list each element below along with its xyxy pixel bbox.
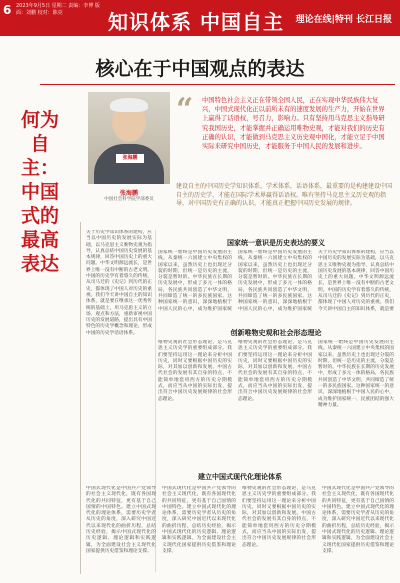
section-heading-2: 创新唯物史观和社会形态理论 (230, 329, 322, 337)
body-column-3c: 国家统一始终是中国历史发展的主线。从秦统一六国建立中央集权的国家以来，虽然历史上也出现过分裂的时期，但统一是历史的主流，分裂是暂时的。中华民族在长期的历史发展中，形成了多元一体的格局，各民族共同创造了中华文明，共同缔造了统一的多民族国家。这种国家统一的意识，深深地植根于中国人民的心中，成为维护国家统一、民族团结的强大精神力量。 (318, 340, 394, 408)
vertical-title: 何为自主：中国式的最高表达 (20, 109, 59, 275)
body-column-1: 关于历史学知识体系的建构，应当以中国历史的发展实际为基础，以马克思主义唯物史观为指导，认真总结中国历史发展的基本规律，回答中国历史上的重大问题。中华文明源远流长，是世界上唯一没有中断的古老文明。中国的历史学有着悠久的传统，从司马迁的《史记》到历代的正史，都体现了中国人对历史的重视。我们今天讲中国自主的知识体系，就是要在继承这一优秀传统的基础上，用马克思主义的立场、观点和方法，重新审视中国历史的发展道路，提出具有中国特色的历史学概念和理论，形成中国的历史学话语体系。 (86, 230, 152, 336)
body-column-4b: 中国式现代化是中国共产党领导的社会主义现代化，既有各国现代化的共同特征，更有基于自己国情的中国特色。建立中国式现代化的理论体系，需要历史学者从历史的角度，深入研究中国近代以来现代化的曲折历程，总结历史经验，揭示中国式现代化的历史逻辑、理论逻辑和实践逻辑，为全面建设社会主义现代化国家提供历史借鉴和理论支撑。 (162, 486, 236, 554)
body-column-3a: 唯物史观的社会形态理论，是马克思主义历史学的重要组成部分。我们要坚持运用这一理论来分析中国历史，同时又要根据中国历史的实际，对其加以创新和发展。中国古代社会的发展有其自身的特点，不能简单地套用西方的历史分期模式，而应当从中国的实际出发，提出符合中国历史发展规律的社会形态理论。 (158, 340, 232, 402)
author-name: 张海鹏 (119, 190, 138, 197)
author-photo (88, 92, 170, 184)
pull-quote: 中国特色社会主义正在带领全国人民，正在实现中华民族伟大复兴，中国式现代化正以前所未有的速度发展的生产力，开始在世界上赢得了话语权，号召力，影响力。只有坚持用马克思主义指导研究我国历史，才能掌握并正确运用唯物史观，才能对我们的历史有正确的认识，才能做到马克思主义历史观中国化，才能立足于中国实际来研究中国历史，才能服务于中国人民的发展和进步。 (202, 97, 385, 151)
headline: 核心在于中国观点的表达 (95, 58, 305, 80)
body-column-2c: 关于历史学知识体系的建构，应当以中国历史的发展实际为基础，以马克思主义唯物史观为指导，认真总结中国历史发展的基本规律，回答中国历史上的重大问题。中华文明源远流长，是世界上唯一没有中断的古老文明。中国的历史学有着悠久的传统，从司马迁的《史记》到历代的正史，都体现了中国人对历史的重视。我们今天讲中国自主的知识体系，就是要 (318, 250, 394, 312)
quote-mark-icon: “ (176, 92, 194, 127)
section-title: 知识体系 中国自主 (108, 10, 284, 34)
page-number: 6 (3, 3, 12, 17)
abstract: 建设自主的中国历史学知识体系，学术体系，话语体系，最重要的是构建建设中国自主的历史学，才能在国际学术界赢得话语权。唯有坚持马克思主义历史观的指导，对中国历史有正确的认识，才能真正把握中国历史发展的规律。 (176, 183, 393, 208)
author-role: 中国社会科学院学部委员 (104, 197, 154, 202)
name-badge: 张海鹏 (116, 154, 144, 163)
column-divider (80, 222, 81, 574)
body-column-3b: 唯物史观的社会形态理论，是马克思主义历史学的重要组成部分。我们要坚持运用这一理论来分析中国历史，同时又要根据中国历史的实际，对其加以创新和发展。中国古代社会的发展有其自身的特点，不能简单地套用西方的历史分期模式，而应当从中国的实际出发，提出符合中国历史发展规律的社会形态理论。 (238, 340, 312, 402)
photo-hair (110, 98, 148, 112)
body-column-4c: 唯物史观的社会形态理论，是马克思主义历史学的重要组成部分。我们要坚持运用这一理论来分析中国历史，同时又要根据中国历史的实际，对其加以创新和发展。中国古代社会的发展有其自身的特点，不能简单地套用西方的历史分期模式，而应当从中国的实际出发，提出符合中国历史发展规律的社会形态理论。 (242, 486, 316, 548)
headline-rule (40, 84, 395, 85)
body-column-4a: 中国式现代化是中国共产党领导的社会主义现代化，既有各国现代化的共同特征，更有基于自己国情的中国特色。建立中国式现代化的理论体系，需要历史学者从历史的角度，深入研究中国近代以来现代化的曲折历程，总结历史经验，揭示中国式现代化的历史逻辑、理论逻辑和实践逻辑，为全面建设社会主义现代化国家提供历史借鉴和理论支撑。 (86, 486, 156, 554)
column-label: 理论在线|特刊 长江日报 (295, 15, 392, 25)
photo-body (94, 144, 164, 184)
body-column-2b: 国家统一始终是中国历史发展的主线。从秦统一六国建立中央集权的国家以来，虽然历史上也出现过分裂的时期，但统一是历史的主流，分裂是暂时的。中华民族在长期的历史发展中，形成了多元一体的格局，各民族共同创造了中华文明，共同缔造了统一的多民族国家。这种国家统一的意识，深深地植根于中国人民的心中，成为维护国家统 (238, 250, 312, 312)
body-column-2a: 国家统一始终是中国历史发展的主线。从秦统一六国建立中央集权的国家以来，虽然历史上也出现过分裂的时期，但统一是历史的主流，分裂是暂时的。中华民族在长期的历史发展中，形成了多元一体的格局，各民族共同创造了中华文明，共同缔造了统一的多民族国家。这种国家统一的意识，深深地植根于中国人民的心中，成为维护国家统 (158, 250, 232, 312)
section-heading-1: 国家统一意识是历史表达的要义 (227, 239, 325, 247)
issue-meta: 2023年9月5日 星期二 责编：李博 版面：刘鹏 校对：陈亮 (16, 3, 100, 16)
body-column-4d: 中国式现代化是中国共产党领导的社会主义现代化，既有各国现代化的共同特征，更有基于自己国情的中国特色。建立中国式现代化的理论体系，需要历史学者从历史的角度，深入研究中国近代以来现代化的曲折历程，总结历史经验，揭示中国式现代化的历史逻辑、理论逻辑和实践逻辑，为全面建设社会主义现代化国家提供历史借鉴和理论支撑。 (322, 486, 394, 554)
section-heading-3: 建立中国式现代化理论体系 (198, 473, 282, 481)
page-header (0, 0, 400, 36)
